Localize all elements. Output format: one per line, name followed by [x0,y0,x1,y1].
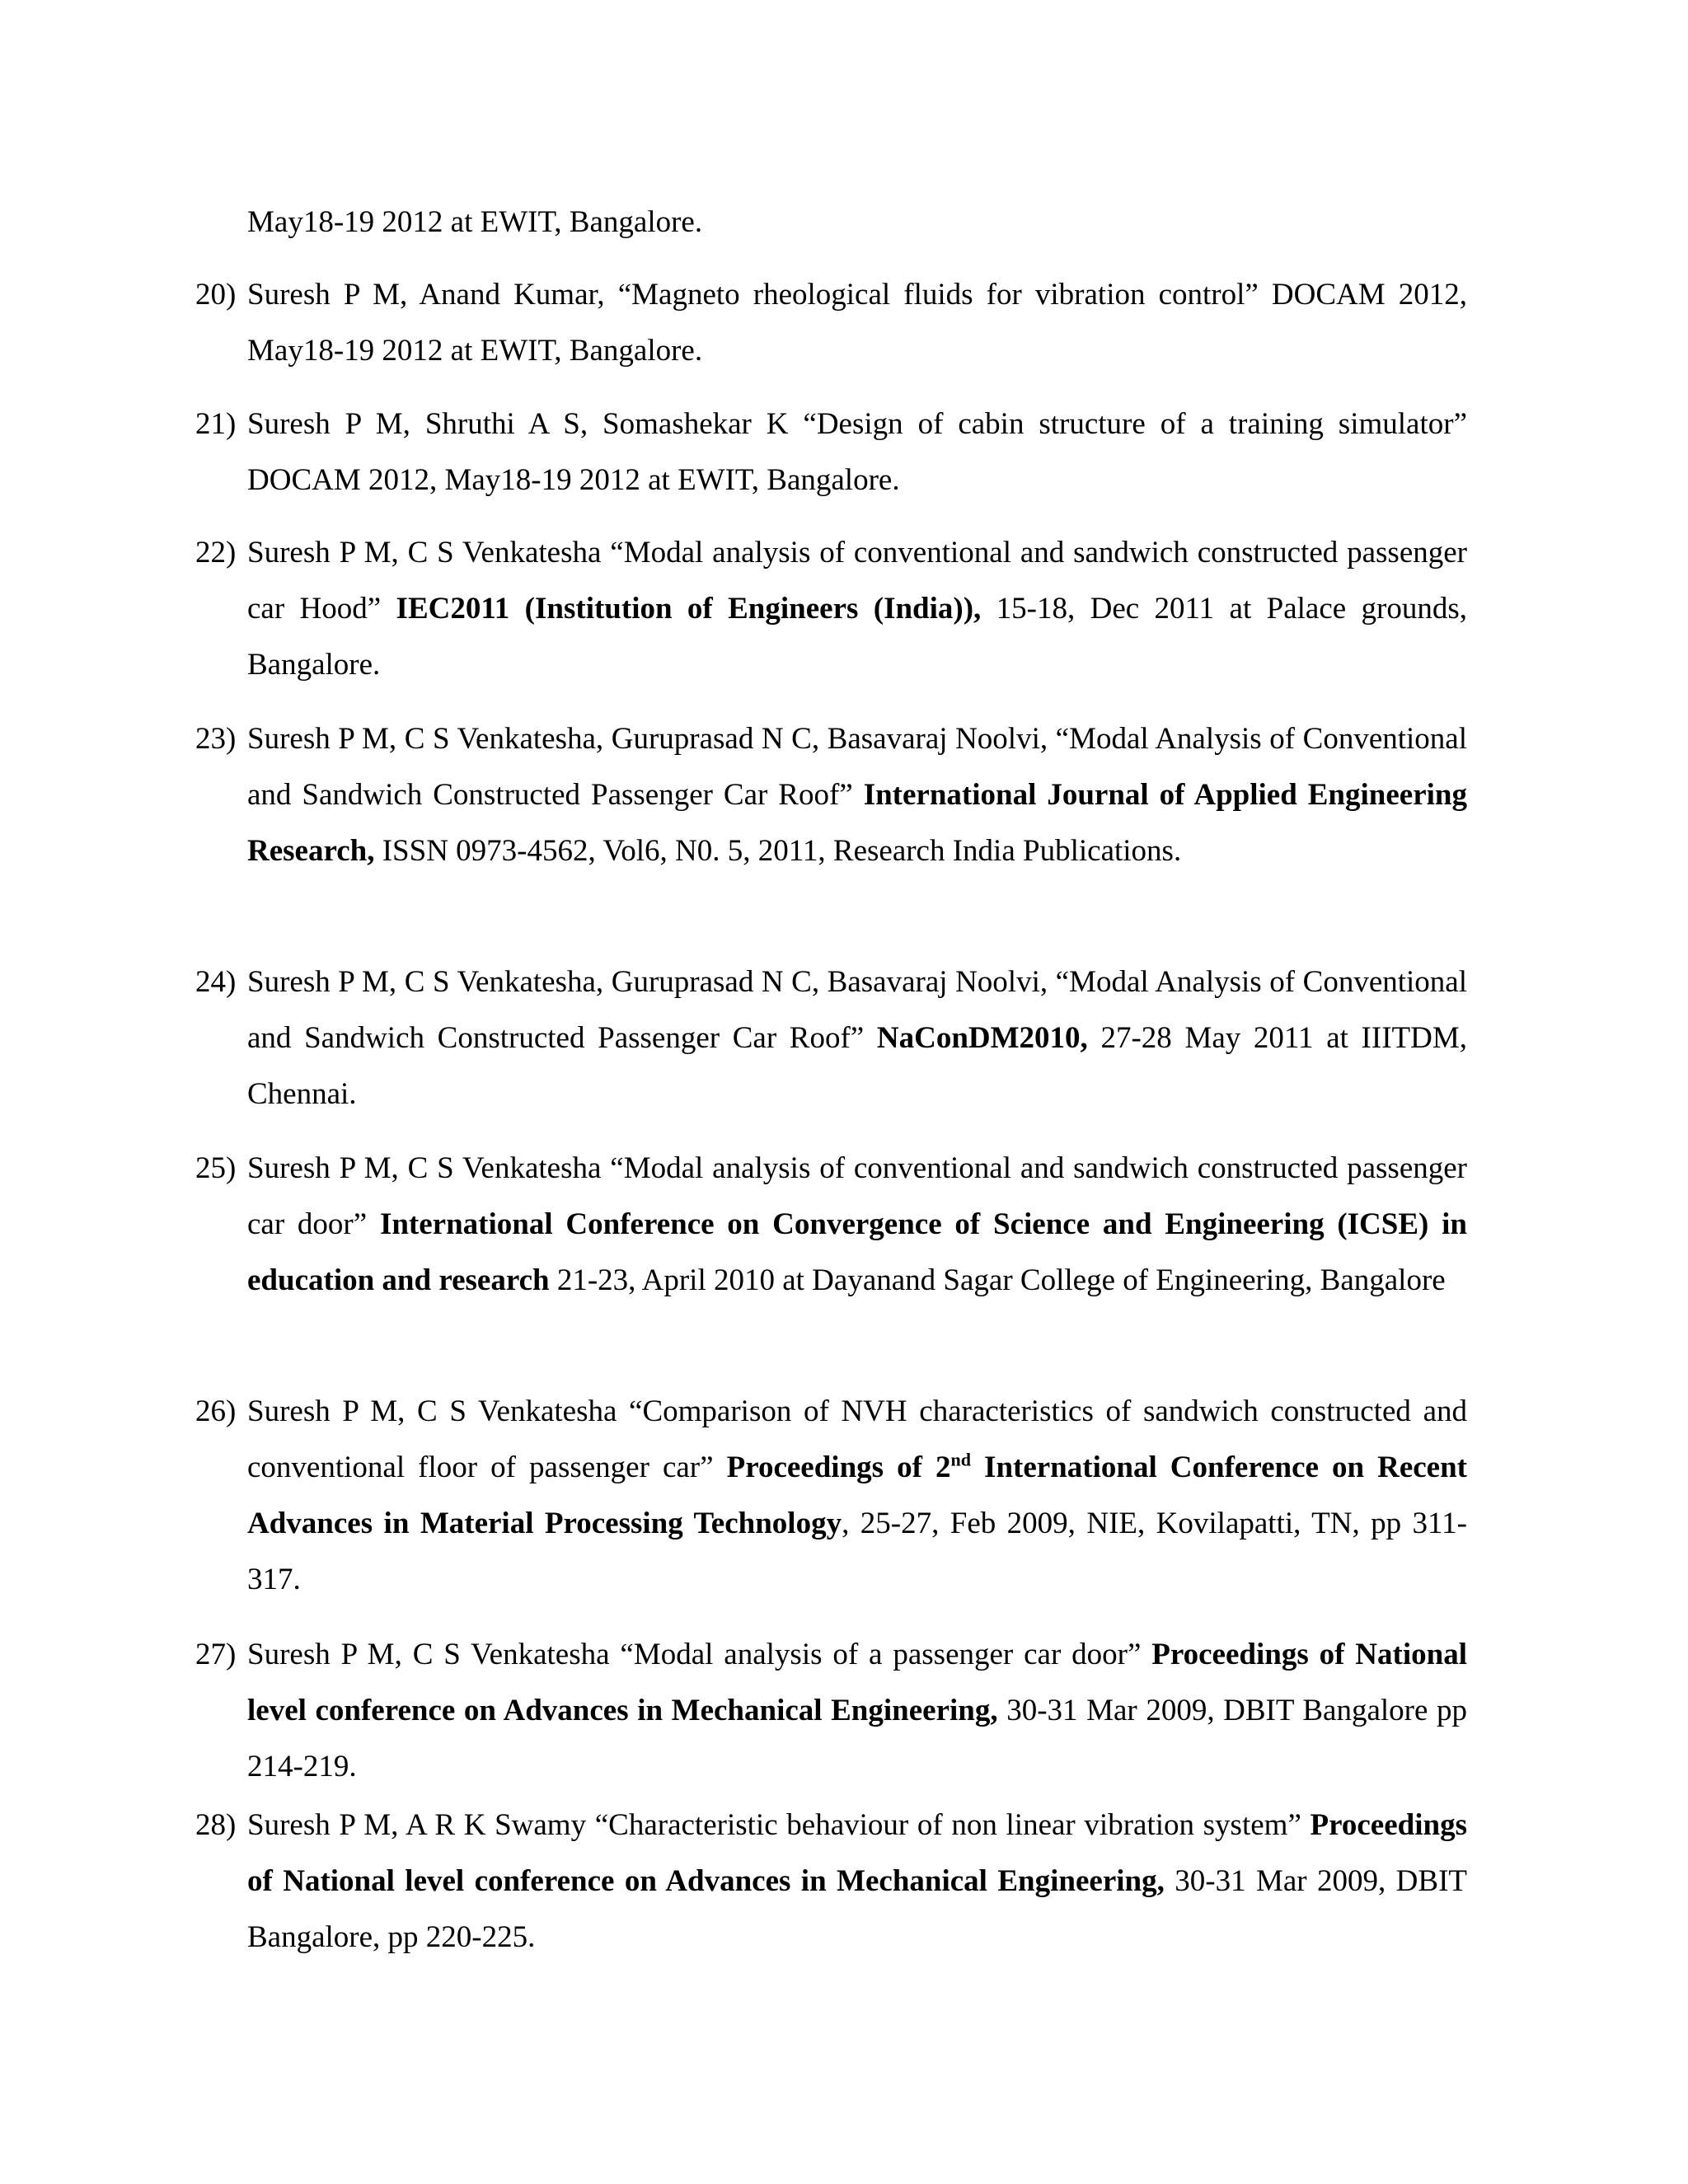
ordinal-superscript: nd [950,1449,971,1470]
entry-bold-part: Proceedings of 2 [726,1451,951,1484]
entry-plain-text: Suresh P M, C S Venkatesha “Comparison of NVH characteristics of sandwich constructed and conventional floor of passenger car” [247,1394,1467,1484]
entry-bold-venue: Proceedings of National level conference on Advances in Mechanical Engineering, [247,1808,1467,1898]
entry-plain-text: 15-18, Dec 2011 at Palace grounds, Bangalore. [247,592,1468,682]
entry-bold-venue: International Journal of Applied Engineering Research, [247,778,1467,868]
entry-plain-text: 21-23, April 2010 at Dayanand Sagar College of Engineering, Bangalore [549,1263,1446,1297]
entry-number: 27) [195,1638,237,1671]
entry-text [247,1627,1467,1795]
entry-bold-venue: IEC2011 (Institution of Engineers (India)), [396,592,982,626]
entry-text [247,1797,1467,1966]
entry-plain-text: Suresh P M, C S Venkatesha “Modal analysis of conventional and sandwich constructed passenger car door” [247,1151,1467,1241]
entry-plain-text: 30-31 Mar 2009, DBIT Bangalore pp 214-219. [247,1694,1467,1783]
entry-bold-venue: NaConDM2010, [876,1021,1088,1055]
entry-number: 23) [195,722,237,756]
entry-number: 24) [195,965,237,999]
entry-plain-text: 30-31 Mar 2009, DBIT Bangalore, pp 220-225. [247,1864,1467,1954]
entry-number: 21) [195,407,237,441]
entry-bold-venue: Proceedings of National level conference on Advances in Mechanical Engineering, [247,1638,1467,1727]
entry-bold-part: International Conference on Recent Advances in Material Processing Technology [247,1451,1467,1540]
entry-number: 26) [195,1394,237,1428]
entry-plain-text: Suresh P M, C S Venkatesha “Modal analysis of conventional and sandwich constructed passenger car Hood” [247,536,1467,626]
continuation-text: May18-19 2012 at EWIT, Bangalore. [247,205,703,239]
entry-number: 28) [195,1808,237,1842]
entry-plain-text: Suresh P M, Shruthi A S, Somashekar K “Design of cabin structure of a training simulator” DOCAM 2012, May18-19 2012 at EWIT, Bangalore. [247,407,1467,497]
entry-plain-text: Suresh P M, C S Venkatesha, Guruprasad N C, Basavaraj Noolvi, “Modal Analysis of Conventional and Sandwich Constructed Passenger Car Roof” [247,722,1467,812]
entry-plain-text: Suresh P M, A R K Swamy “Characteristic behaviour of non linear vibration system” [247,1808,1311,1842]
entry-plain-text: ISSN 0973-4562, Vol6, N0. 5, 2011, Research India Publications. [374,834,1182,868]
entry-plain-text: Suresh P M, Anand Kumar, “Magneto rheological fluids for vibration control” DOCAM 2012, May18-19 2012 at EWIT, Bangalore. [247,278,1467,368]
entry-text [247,954,1467,1122]
entry-text [247,1141,1467,1309]
entry-plain-text: 27-28 May 2011 at IIITDM, Chennai. [247,1021,1467,1111]
entry-plain-text: , 25-27, Feb 2009, NIE, Kovilapatti, TN, pp 311-317. [247,1507,1468,1596]
entry-number: 22) [195,536,237,569]
entry-plain-text: Suresh P M, C S Venkatesha “Modal analysis of a passenger car door” [247,1638,1152,1671]
entry-bold-venue: International Conference on Convergence of Science and Engineering (ICSE) in education and research [247,1207,1467,1297]
entry-text [247,396,1467,509]
entry-plain-text: Suresh P M, C S Venkatesha, Guruprasad N C, Basavaraj Noolvi, “Modal Analysis of Conventional and Sandwich Constructed Passenger Car Roof” [247,965,1467,1055]
entry-number: 20) [195,278,237,312]
entry-text [247,711,1467,879]
entry-text [247,267,1467,379]
entry-text [247,525,1467,693]
entry-number: 25) [195,1151,237,1185]
entry-text [247,1384,1467,1608]
